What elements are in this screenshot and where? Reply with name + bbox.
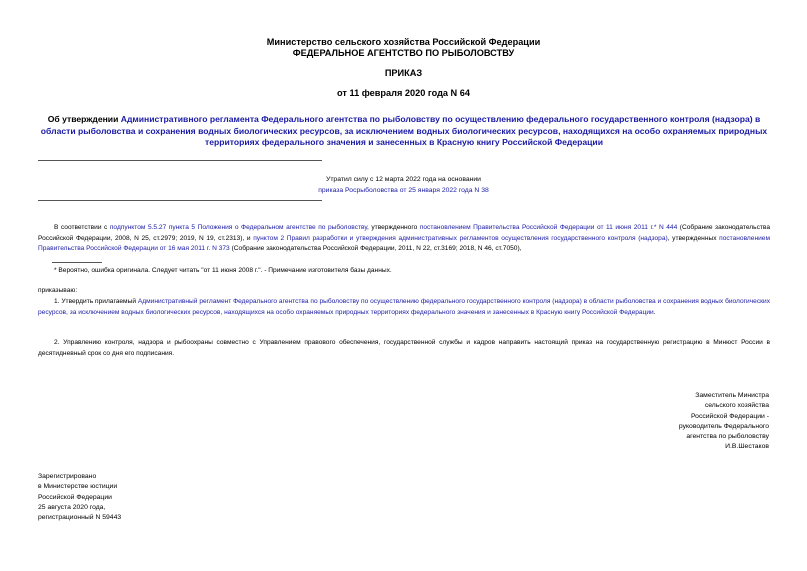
title-regulation-link[interactable]: Административного регламента Федерального агентства по рыболовству по осуществлению федерального государственного контроля (надзора) в области рыболовства и сохранения водных биологических ресурсов, за исключением водных биологических ресурсов, находящихся на особо охраняемых природных территориях федерального значения и занесенных в Красную книгу Российской Федерации	[40, 114, 768, 147]
status-note-link-line	[0, 185, 807, 196]
signature-line: агентства по рыболовству	[686, 433, 769, 441]
text: , утвержденного	[367, 224, 420, 231]
divider	[38, 160, 322, 161]
registration-line: Зарегистрировано	[38, 473, 97, 480]
text: В соответствии с	[54, 224, 110, 231]
signature-line: Заместитель Министра	[695, 392, 769, 399]
registration-line: Российской Федерации	[38, 493, 112, 501]
text: (Собрание законодательства Российской Федерации, 2011, N 22, ст.3169; 2018, N 46, ст.7050),	[229, 245, 522, 252]
signature-line: руководитель Федерального	[678, 422, 769, 430]
item-1	[38, 297, 770, 318]
status-note: Утратил силу с 12 марта 2022 года на основании	[326, 176, 481, 183]
order-word: приказываю:	[38, 287, 78, 294]
registration-number: регистрационный N 59443	[38, 514, 122, 522]
registration-date: 25 августа 2020 года,	[38, 503, 106, 511]
government-decree-link[interactable]: постановлением Правительства Российской Федерации от 16 мая 2011 г. N 373	[38, 234, 770, 252]
document-date-number: от 11 февраля 2020 года N 64	[337, 88, 470, 98]
text: 1. Утвердить прилагаемый	[54, 298, 138, 305]
text: , утвержденных	[667, 234, 720, 242]
repeal-order-link[interactable]: приказа Росрыболовства от 25 января 2022 года N 38	[318, 187, 489, 194]
document-title	[38, 114, 770, 149]
text: .	[653, 308, 656, 316]
footnote: * Вероятно, ошибка оригинала. Следует читать "от 11 июня 2008 г.". - Примечание изготовителя базы данных.	[54, 267, 392, 274]
item-2: 2. Управлению контроля, надзора и рыбоохраны совместно с Управлением правового обеспечения, государственной службы и кадров направить настоящий приказ на государственную регистрацию в Минюст России в десятидневный срок со дня его подписания.	[38, 339, 770, 357]
regulation-link[interactable]: подпунктом 5.5.27 пункта 5 Положения о Федеральном агентстве по рыболовству	[109, 224, 368, 231]
footnote-divider	[52, 262, 102, 263]
document-type: ПРИКАЗ	[384, 68, 423, 78]
signature-line: Российской Федерации -	[690, 412, 769, 420]
divider	[38, 200, 322, 201]
agency-name: ФЕДЕРАЛЬНОЕ АГЕНТСТВО ПО РЫБОЛОВСТВУ	[292, 48, 515, 58]
signer-name: И.В.Шестаков	[725, 443, 769, 451]
text: (Собрание законодательства Российской Федерации, 2008, N 25, ст.2979; 2019, N 19, ст.2313), и	[38, 224, 770, 242]
ministry-name: Министерство сельского хозяйства Российской Федерации	[266, 37, 541, 47]
rules-link[interactable]: пунктом 2 Правил разработки и утверждения административных регламентов осуществления государственного контроля (надзора)	[253, 234, 668, 242]
government-decree-link[interactable]: постановлением Правительства Российской Федерации от 11 июня 2011 г.* N 444	[419, 224, 678, 231]
title-prefix: Об утверждении	[47, 114, 121, 124]
regulation-link[interactable]: Административный регламент Федерального агентства по рыболовству по осуществлению федерального государственного контроля (надзора) в области рыболовства и сохранения водных биологических ресурсов, за исключением водных биологических ресурсов, находящихся на особо охраняемых природных территориях федерального значения и занесенных в Красную книгу Российской Федерации	[38, 298, 770, 316]
registration-block	[38, 472, 238, 523]
registration-line: в Министерстве юстиции	[38, 483, 118, 491]
signature-line: сельского хозяйства	[704, 402, 769, 410]
signature-block	[569, 391, 769, 453]
basis-paragraph	[38, 223, 770, 255]
